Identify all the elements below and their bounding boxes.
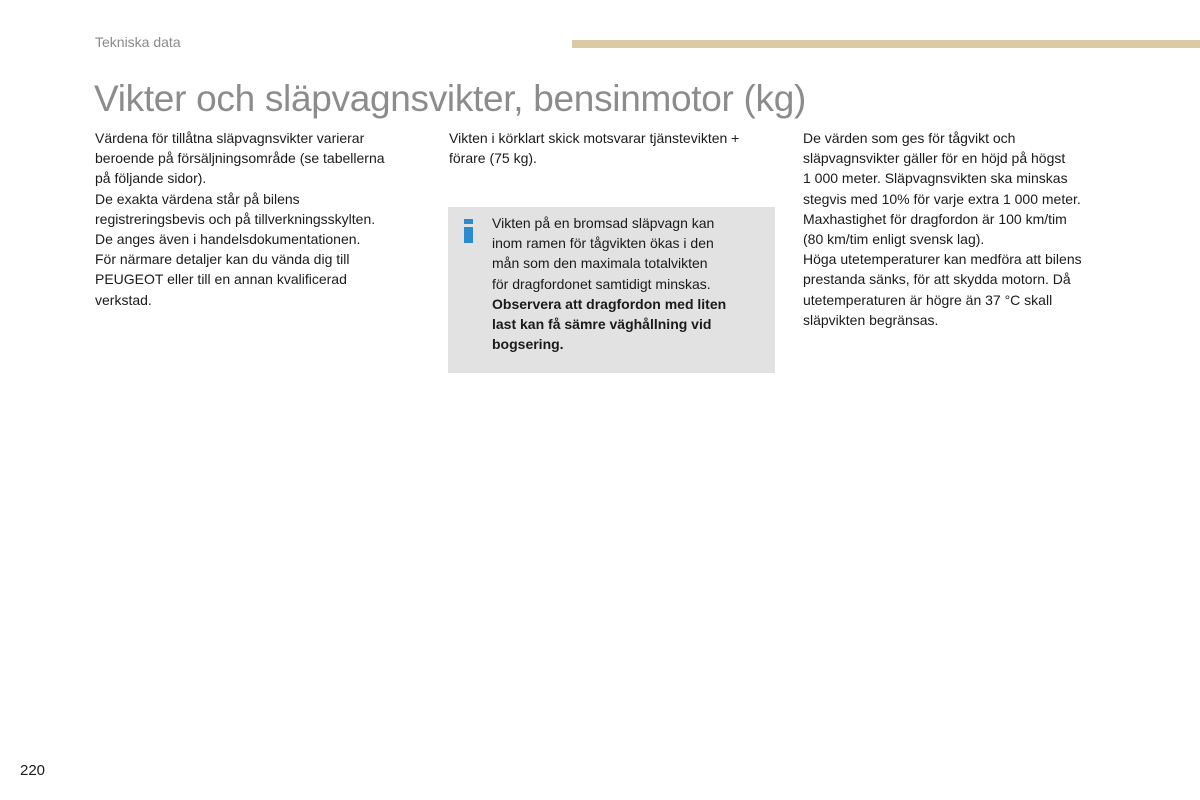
info-line: mån som den maximala totalvikten [492,255,708,272]
info-line: inom ramen för tågvikten ökas i den [492,235,714,252]
text-line: Vikten i körklart skick motsvarar tjänstevikten + [449,130,740,146]
info-box [448,207,775,373]
page-title: Vikter och släpvagnsvikter, bensinmotor (kg) [94,78,807,119]
text-line: Höga utetemperaturer kan medföra att bilens [803,251,1082,268]
text-line: verkstad. [95,291,152,308]
text-line: För närmare detaljer kan du vända dig till [95,251,350,268]
text-line: beroende på försäljningsområde (se tabellerna [95,150,385,167]
info-icon [464,219,473,243]
text-line: Värdena för tillåtna släpvagnsvikter varierar [95,130,365,146]
text-line: (80 km/tim enligt svensk lag). [803,231,985,248]
header-accent-rule [572,40,1200,48]
text-line: släpvagnsvikter gäller för en höjd på högst [803,150,1066,167]
text-line: utetemperaturen är högre än 37 °C skall [803,291,1053,308]
text-column-2 [449,128,779,168]
section-label: Tekniska data [95,34,181,50]
info-line: Vikten på en bromsad släpvagn kan [492,215,715,231]
text-line: släpvikten begränsas. [803,311,939,328]
text-line: prestanda sänks, för att skydda motorn. Då [803,271,1071,288]
text-line: 1 000 meter. Släpvagnsvikten ska minskas [803,170,1068,187]
page-number: 220 [20,762,46,779]
info-warning-line: bogsering. [492,336,564,353]
text-line: förare (75 kg). [449,150,537,167]
text-line: PEUGEOT eller till en annan kvalificerad [95,271,347,288]
text-line: Maxhastighet för dragfordon är 100 km/tim [803,210,1067,227]
text-line: på följande sidor). [95,170,207,187]
info-warning-line: last kan få sämre väghållning vid [492,316,712,333]
text-line: De anges även i handelsdokumentationen. [95,231,361,248]
text-line: De värden som ges för tågvikt och [803,130,1016,146]
text-column-1 [95,128,430,310]
info-line: för dragfordonet samtidigt minskas. [492,275,711,292]
text-line: registreringsbevis och på tillverkningsskylten. [95,210,376,227]
text-column-3 [803,128,1133,330]
text-line: stegvis med 10% för varje extra 1 000 meter. [803,190,1081,207]
text-line: De exakta värdena står på bilens [95,190,300,207]
info-text [492,213,764,354]
info-warning-line: Observera att dragfordon med liten [492,295,727,312]
